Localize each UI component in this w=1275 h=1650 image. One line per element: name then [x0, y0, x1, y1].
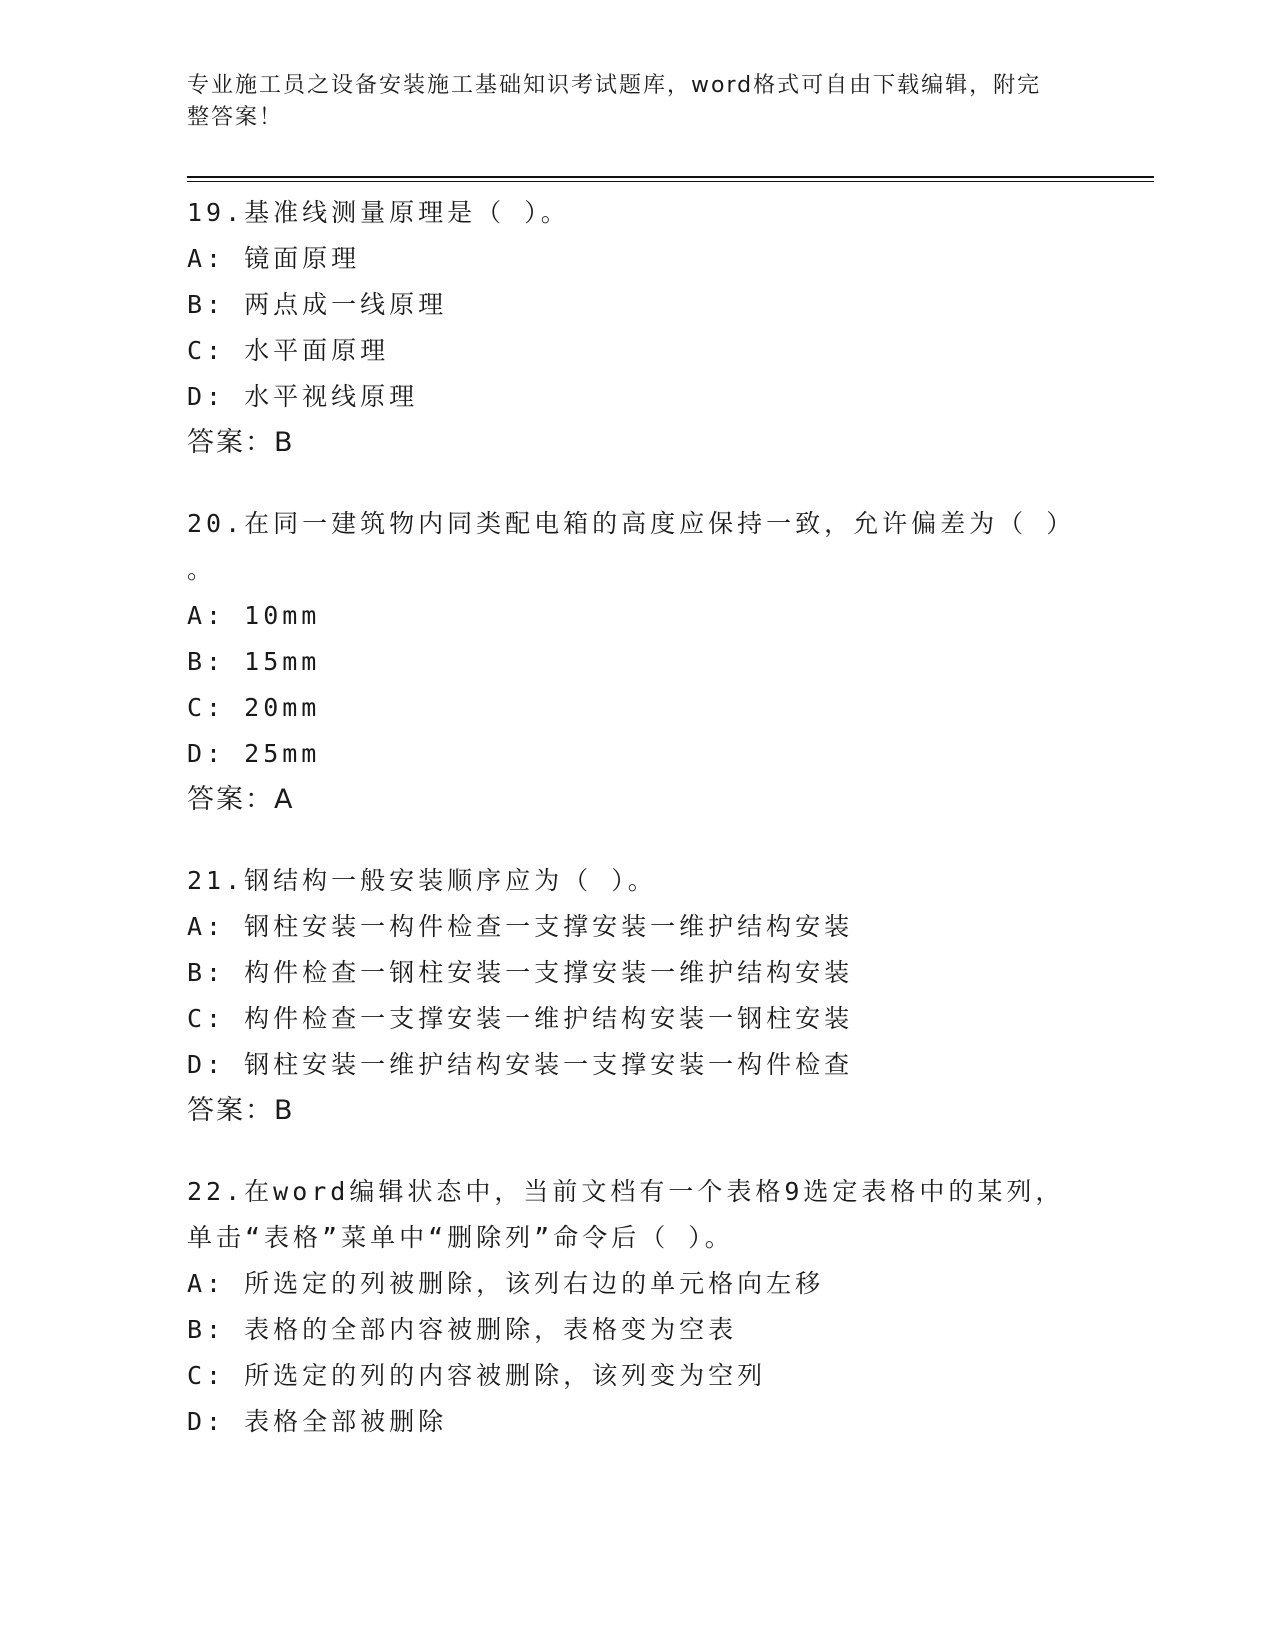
option-c: C: 20mm: [187, 693, 321, 722]
option-c: C: 水平面原理: [187, 336, 390, 365]
option-d: D: 25mm: [187, 739, 321, 768]
option-b: B: 15mm: [187, 647, 321, 676]
question-22: [187, 1169, 1087, 1445]
question-21: [187, 858, 1087, 1134]
answer-label: 答案：B: [187, 1095, 295, 1126]
answer-label: 答案：B: [187, 427, 295, 458]
header-line-2: 整答案！: [187, 105, 284, 130]
option-b: B: 构件检查一钢柱安装一支撑安装一维护结构安装: [187, 958, 854, 987]
option-b: B: 表格的全部内容被删除，表格变为空表: [187, 1315, 738, 1344]
header-divider-thin: [187, 181, 1154, 182]
option-d: D: 水平视线原理: [187, 382, 419, 411]
option-d: D: 钢柱安装一维护结构安装一支撑安装一构件检查: [187, 1050, 854, 1079]
question-stem: 21.钢结构一般安装顺序应为（ ）。: [187, 866, 657, 895]
question-list: [187, 190, 1087, 1480]
option-a: A: 钢柱安装一构件检查一支撑安装一维护结构安装: [187, 912, 854, 941]
question-stem: 20.在同一建筑物内同类配电箱的高度应保持一致，允许偏差为（ ）: [187, 509, 1076, 538]
option-a: A: 镜面原理: [187, 244, 361, 273]
document-header: [187, 70, 1067, 134]
question-stem-continued: 单击“表格”菜单中“删除列”命令后（ ）。: [187, 1223, 734, 1252]
question-stem-continued: 。: [187, 555, 217, 584]
option-a: A: 所选定的列被删除，该列右边的单元格向左移: [187, 1269, 825, 1298]
option-a: A: 10mm: [187, 601, 321, 630]
header-divider-thick: [187, 176, 1154, 178]
option-d: D: 表格全部被删除: [187, 1407, 448, 1436]
answer-label: 答案：A: [187, 784, 295, 815]
option-c: C: 所选定的列的内容被删除，该列变为空列: [187, 1361, 767, 1390]
question-19: [187, 190, 1087, 466]
question-stem: 22.在word编辑状态中，当前文档有一个表格9选定表格中的某列，: [187, 1177, 1065, 1206]
question-stem: 19.基准线测量原理是（ ）。: [187, 198, 570, 227]
option-b: B: 两点成一线原理: [187, 290, 448, 319]
option-c: C: 构件检查一支撑安装一维护结构安装一钢柱安装: [187, 1004, 854, 1033]
header-line-1: 专业施工员之设备安装施工基础知识考试题库，word格式可自由下载编辑，附完: [187, 73, 1042, 98]
question-20: [187, 501, 1087, 823]
